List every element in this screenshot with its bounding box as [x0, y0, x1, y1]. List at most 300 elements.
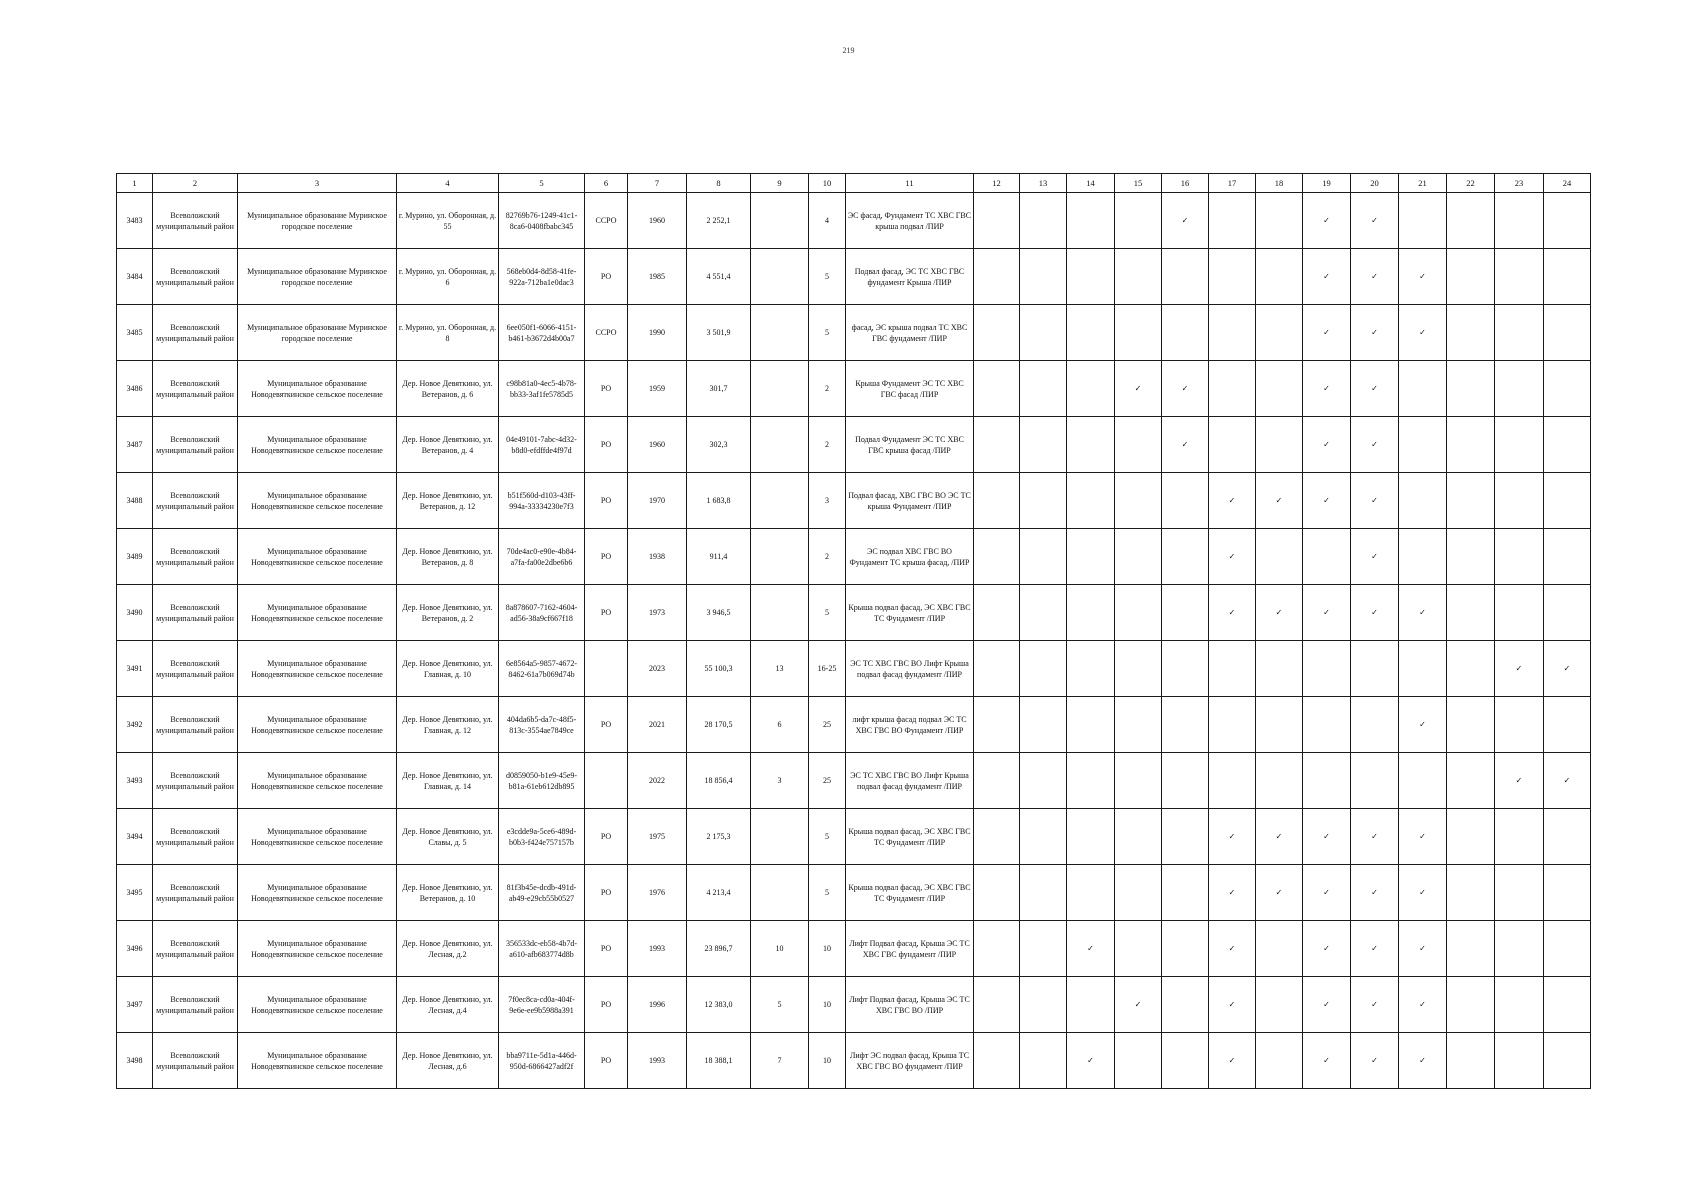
cell-col-3: Муниципальное образование Новодевяткинское сельское поселение — [238, 865, 397, 921]
empty-cell — [1495, 473, 1544, 529]
cell-col-6: РО — [585, 1033, 628, 1089]
empty-cell — [1067, 529, 1115, 585]
cell-col-10: 10 — [809, 1033, 846, 1089]
check-mark-icon: ✓ — [1399, 1033, 1447, 1089]
empty-cell — [1399, 473, 1447, 529]
cell-col-4: Дер. Новое Девяткино, ул. Лесная, д.4 — [397, 977, 499, 1033]
empty-cell — [1162, 809, 1209, 865]
column-header: 13 — [1020, 174, 1067, 193]
empty-cell — [1544, 473, 1591, 529]
empty-cell — [1447, 1033, 1495, 1089]
empty-cell — [1209, 697, 1256, 753]
empty-cell — [1544, 193, 1591, 249]
empty-cell — [1256, 641, 1303, 697]
cell-col-10: 2 — [809, 529, 846, 585]
cell-col-2: Всеволожский муниципальный район — [153, 473, 238, 529]
empty-cell — [1067, 865, 1115, 921]
empty-cell — [1256, 1033, 1303, 1089]
cell-col-6 — [585, 641, 628, 697]
check-mark-icon: ✓ — [1209, 865, 1256, 921]
cell-col-10: 2 — [809, 417, 846, 473]
empty-cell — [974, 753, 1020, 809]
cell-col-4: Дер. Новое Девяткино, ул. Ветеранов, д. 2 — [397, 585, 499, 641]
cell-col-5: 568eb0d4-8d58-41fe-922a-712ba1e0dac3 — [499, 249, 585, 305]
cell-col-1: 3493 — [117, 753, 153, 809]
cell-col-8: 2 252,1 — [687, 193, 751, 249]
empty-cell — [1020, 753, 1067, 809]
table-row — [117, 473, 1591, 529]
check-mark-icon: ✓ — [1351, 921, 1399, 977]
check-mark-icon: ✓ — [1351, 249, 1399, 305]
cell-col-5: 81f3b45e-dcdb-491d-ab49-e29cb55b0527 — [499, 865, 585, 921]
cell-col-8: 911,4 — [687, 529, 751, 585]
cell-col-5: 8a878607-7162-4604-ad56-38a9cf667f18 — [499, 585, 585, 641]
cell-col-1: 3487 — [117, 417, 153, 473]
empty-cell — [1495, 417, 1544, 473]
empty-cell — [1544, 305, 1591, 361]
empty-cell — [974, 417, 1020, 473]
empty-cell — [1067, 809, 1115, 865]
empty-cell — [974, 305, 1020, 361]
cell-col-2: Всеволожский муниципальный район — [153, 417, 238, 473]
empty-cell — [1447, 809, 1495, 865]
table-row — [117, 697, 1591, 753]
column-header: 19 — [1303, 174, 1351, 193]
empty-cell — [1209, 361, 1256, 417]
empty-cell — [1115, 1033, 1162, 1089]
cell-col-9 — [751, 529, 809, 585]
empty-cell — [1447, 921, 1495, 977]
empty-cell — [1544, 529, 1591, 585]
cell-col-6: РО — [585, 697, 628, 753]
cell-col-11: ЭС ТС ХВС ГВС ВО Лифт Крыша подвал фасад фундамент /ПИР — [846, 753, 974, 809]
cell-col-11: Подвал фасад, ХВС ГВС ВО ЭС ТС крыша Фундамент /ПИР — [846, 473, 974, 529]
check-mark-icon: ✓ — [1544, 641, 1591, 697]
check-mark-icon: ✓ — [1351, 809, 1399, 865]
empty-cell — [1115, 193, 1162, 249]
cell-col-2: Всеволожский муниципальный район — [153, 641, 238, 697]
cell-col-1: 3496 — [117, 921, 153, 977]
cell-col-10: 5 — [809, 305, 846, 361]
cell-col-2: Всеволожский муниципальный район — [153, 697, 238, 753]
check-mark-icon: ✓ — [1303, 417, 1351, 473]
cell-col-4: Дер. Новое Девяткино, ул. Ветеранов, д. 6 — [397, 361, 499, 417]
cell-col-11: Подвал фасад, ЭС ТС ХВС ГВС фундамент Крыша /ПИР — [846, 249, 974, 305]
cell-col-2: Всеволожский муниципальный район — [153, 361, 238, 417]
check-mark-icon: ✓ — [1115, 361, 1162, 417]
cell-col-6: РО — [585, 361, 628, 417]
cell-col-1: 3486 — [117, 361, 153, 417]
empty-cell — [1447, 585, 1495, 641]
column-header: 2 — [153, 174, 238, 193]
empty-cell — [1162, 305, 1209, 361]
empty-cell — [1209, 305, 1256, 361]
check-mark-icon: ✓ — [1351, 585, 1399, 641]
empty-cell — [1115, 585, 1162, 641]
empty-cell — [1447, 977, 1495, 1033]
column-header: 14 — [1067, 174, 1115, 193]
cell-col-7: 2023 — [628, 641, 687, 697]
empty-cell — [974, 473, 1020, 529]
empty-cell — [1447, 361, 1495, 417]
cell-col-3: Муниципальное образование Новодевяткинское сельское поселение — [238, 641, 397, 697]
cell-col-11: Крыша подвал фасад, ЭС ХВС ГВС ТС Фундамент /ПИР — [846, 585, 974, 641]
cell-col-8: 18 856,4 — [687, 753, 751, 809]
empty-cell — [1495, 977, 1544, 1033]
check-mark-icon: ✓ — [1351, 305, 1399, 361]
cell-col-10: 10 — [809, 977, 846, 1033]
check-mark-icon: ✓ — [1256, 585, 1303, 641]
empty-cell — [1162, 529, 1209, 585]
cell-col-1: 3497 — [117, 977, 153, 1033]
empty-cell — [1020, 361, 1067, 417]
empty-cell — [1544, 865, 1591, 921]
empty-cell — [1067, 753, 1115, 809]
check-mark-icon: ✓ — [1399, 305, 1447, 361]
check-mark-icon: ✓ — [1256, 865, 1303, 921]
check-mark-icon: ✓ — [1209, 809, 1256, 865]
cell-col-4: Дер. Новое Девяткино, ул. Славы, д. 5 — [397, 809, 499, 865]
cell-col-4: Дер. Новое Девяткино, ул. Ветеранов, д. 10 — [397, 865, 499, 921]
empty-cell — [1020, 193, 1067, 249]
empty-cell — [1495, 809, 1544, 865]
table-row — [117, 529, 1591, 585]
empty-cell — [1020, 417, 1067, 473]
cell-col-5: e3cdde9a-5ce6-489d-b0b3-f424e757157b — [499, 809, 585, 865]
empty-cell — [1067, 193, 1115, 249]
empty-cell — [974, 585, 1020, 641]
cell-col-10: 4 — [809, 193, 846, 249]
empty-cell — [1020, 921, 1067, 977]
cell-col-7: 1990 — [628, 305, 687, 361]
cell-col-6: ССРО — [585, 305, 628, 361]
cell-col-9: 5 — [751, 977, 809, 1033]
cell-col-4: Дер. Новое Девяткино, ул. Лесная, д.6 — [397, 1033, 499, 1089]
check-mark-icon: ✓ — [1399, 809, 1447, 865]
cell-col-1: 3490 — [117, 585, 153, 641]
empty-cell — [1303, 753, 1351, 809]
cell-col-4: г. Мурино, ул. Оборонная, д. 8 — [397, 305, 499, 361]
empty-cell — [1256, 697, 1303, 753]
column-header: 4 — [397, 174, 499, 193]
empty-cell — [1162, 977, 1209, 1033]
cell-col-5: d0859050-b1e9-45e9-b81a-61eb612db895 — [499, 753, 585, 809]
cell-col-1: 3498 — [117, 1033, 153, 1089]
empty-cell — [974, 249, 1020, 305]
cell-col-7: 1985 — [628, 249, 687, 305]
cell-col-8: 1 683,8 — [687, 473, 751, 529]
cell-col-6: РО — [585, 529, 628, 585]
table-row — [117, 305, 1591, 361]
empty-cell — [1115, 417, 1162, 473]
check-mark-icon: ✓ — [1209, 977, 1256, 1033]
cell-col-10: 10 — [809, 921, 846, 977]
column-header: 10 — [809, 174, 846, 193]
cell-col-10: 3 — [809, 473, 846, 529]
empty-cell — [1447, 865, 1495, 921]
empty-cell — [1162, 865, 1209, 921]
check-mark-icon: ✓ — [1303, 249, 1351, 305]
check-mark-icon: ✓ — [1351, 977, 1399, 1033]
check-mark-icon: ✓ — [1351, 529, 1399, 585]
cell-col-8: 4 551,4 — [687, 249, 751, 305]
cell-col-7: 1960 — [628, 417, 687, 473]
cell-col-5: c98b81a0-4ec5-4b78-bb33-3af1fe5785d5 — [499, 361, 585, 417]
page-number: 219 — [842, 46, 855, 55]
cell-col-7: 1959 — [628, 361, 687, 417]
cell-col-2: Всеволожский муниципальный район — [153, 1033, 238, 1089]
cell-col-3: Муниципальное образование Новодевяткинское сельское поселение — [238, 977, 397, 1033]
cell-col-4: Дер. Новое Девяткино, ул. Главная, д. 14 — [397, 753, 499, 809]
cell-col-9: 13 — [751, 641, 809, 697]
cell-col-3: Муниципальное образование Новодевяткинское сельское поселение — [238, 753, 397, 809]
column-header: 8 — [687, 174, 751, 193]
cell-col-11: фасад, ЭС крыша подвал ТС ХВС ГВС фундамент /ПИР — [846, 305, 974, 361]
check-mark-icon: ✓ — [1303, 809, 1351, 865]
empty-cell — [1447, 417, 1495, 473]
cell-col-6: ССРО — [585, 193, 628, 249]
cell-col-11: Крыша подвал фасад, ЭС ХВС ГВС ТС Фундамент /ПИР — [846, 865, 974, 921]
cell-col-2: Всеволожский муниципальный район — [153, 809, 238, 865]
cell-col-7: 1993 — [628, 1033, 687, 1089]
cell-col-8: 4 213,4 — [687, 865, 751, 921]
cell-col-1: 3483 — [117, 193, 153, 249]
empty-cell — [1115, 641, 1162, 697]
check-mark-icon: ✓ — [1303, 865, 1351, 921]
empty-cell — [1115, 305, 1162, 361]
column-header: 12 — [974, 174, 1020, 193]
empty-cell — [1351, 641, 1399, 697]
cell-col-2: Всеволожский муниципальный район — [153, 193, 238, 249]
check-mark-icon: ✓ — [1209, 473, 1256, 529]
cell-col-9 — [751, 249, 809, 305]
cell-col-3: Муниципальное образование Новодевяткинское сельское поселение — [238, 697, 397, 753]
cell-col-7: 1938 — [628, 529, 687, 585]
cell-col-5: 70de4ac0-e90e-4b84-a7fa-fa00e2dbe6b6 — [499, 529, 585, 585]
cell-col-5: 6ee050f1-6066-4151-b461-b3672d4b00a7 — [499, 305, 585, 361]
cell-col-8: 3 501,9 — [687, 305, 751, 361]
empty-cell — [1020, 529, 1067, 585]
cell-col-8: 12 383,0 — [687, 977, 751, 1033]
table-row — [117, 921, 1591, 977]
empty-cell — [1256, 249, 1303, 305]
cell-col-10: 5 — [809, 249, 846, 305]
cell-col-5: 82769b76-1249-41c1-8ca6-0408fbabc345 — [499, 193, 585, 249]
check-mark-icon: ✓ — [1399, 249, 1447, 305]
cell-col-2: Всеволожский муниципальный район — [153, 921, 238, 977]
empty-cell — [1544, 361, 1591, 417]
empty-cell — [1162, 1033, 1209, 1089]
check-mark-icon: ✓ — [1303, 361, 1351, 417]
empty-cell — [1303, 697, 1351, 753]
cell-col-3: Муниципальное образование Новодевяткинское сельское поселение — [238, 921, 397, 977]
cell-col-1: 3485 — [117, 305, 153, 361]
check-mark-icon: ✓ — [1162, 193, 1209, 249]
empty-cell — [1399, 417, 1447, 473]
check-mark-icon: ✓ — [1067, 921, 1115, 977]
empty-cell — [1447, 529, 1495, 585]
cell-col-7: 1976 — [628, 865, 687, 921]
table-row — [117, 865, 1591, 921]
empty-cell — [1162, 641, 1209, 697]
cell-col-4: Дер. Новое Девяткино, ул. Ветеранов, д. 12 — [397, 473, 499, 529]
empty-cell — [1115, 809, 1162, 865]
empty-cell — [1162, 585, 1209, 641]
empty-cell — [1256, 361, 1303, 417]
check-mark-icon: ✓ — [1209, 1033, 1256, 1089]
empty-cell — [1020, 697, 1067, 753]
check-mark-icon: ✓ — [1303, 305, 1351, 361]
empty-cell — [1020, 473, 1067, 529]
table-row — [117, 977, 1591, 1033]
cell-col-4: г. Мурино, ул. Оборонная, д. 6 — [397, 249, 499, 305]
cell-col-11: Лифт Подвал фасад, Крыша ЭС ТС ХВС ГВС фундамент /ПИР — [846, 921, 974, 977]
empty-cell — [1020, 977, 1067, 1033]
cell-col-7: 1993 — [628, 921, 687, 977]
empty-cell — [1447, 473, 1495, 529]
cell-col-5: bba9711e-5d1a-446d-950d-6866427adf2f — [499, 1033, 585, 1089]
empty-cell — [974, 697, 1020, 753]
empty-cell — [1399, 641, 1447, 697]
column-header: 18 — [1256, 174, 1303, 193]
cell-col-4: Дер. Новое Девяткино, ул. Ветеранов, д. 4 — [397, 417, 499, 473]
cell-col-1: 3488 — [117, 473, 153, 529]
empty-cell — [1399, 529, 1447, 585]
cell-col-7: 1975 — [628, 809, 687, 865]
empty-cell — [1495, 361, 1544, 417]
column-header: 6 — [585, 174, 628, 193]
empty-cell — [1495, 305, 1544, 361]
empty-cell — [1115, 921, 1162, 977]
empty-cell — [1351, 697, 1399, 753]
cell-col-1: 3491 — [117, 641, 153, 697]
cell-col-7: 2022 — [628, 753, 687, 809]
empty-cell — [1447, 641, 1495, 697]
cell-col-11: ЭС ТС ХВС ГВС ВО Лифт Крыша подвал фасад фундамент /ПИР — [846, 641, 974, 697]
cell-col-10: 2 — [809, 361, 846, 417]
column-header: 17 — [1209, 174, 1256, 193]
check-mark-icon: ✓ — [1399, 865, 1447, 921]
empty-cell — [1162, 697, 1209, 753]
empty-cell — [1020, 249, 1067, 305]
empty-cell — [1495, 865, 1544, 921]
table-row — [117, 249, 1591, 305]
empty-cell — [974, 529, 1020, 585]
column-header: 24 — [1544, 174, 1591, 193]
table-row — [117, 361, 1591, 417]
empty-cell — [1544, 417, 1591, 473]
empty-cell — [1495, 585, 1544, 641]
empty-cell — [1495, 1033, 1544, 1089]
cell-col-11: Лифт ЭС подвал фасад, Крыша ТС ХВС ГВС ВО фундамент /ПИР — [846, 1033, 974, 1089]
cell-col-1: 3495 — [117, 865, 153, 921]
cell-col-9 — [751, 585, 809, 641]
empty-cell — [1020, 641, 1067, 697]
table-row — [117, 585, 1591, 641]
column-header: 21 — [1399, 174, 1447, 193]
cell-col-2: Всеволожский муниципальный район — [153, 305, 238, 361]
empty-cell — [1495, 193, 1544, 249]
check-mark-icon: ✓ — [1399, 585, 1447, 641]
empty-cell — [1303, 529, 1351, 585]
empty-cell — [1303, 641, 1351, 697]
check-mark-icon: ✓ — [1495, 641, 1544, 697]
empty-cell — [1020, 585, 1067, 641]
cell-col-11: ЭС фасад, Фундамент ТС ХВС ГВС крыша подвал /ПИР — [846, 193, 974, 249]
column-header: 15 — [1115, 174, 1162, 193]
empty-cell — [1209, 641, 1256, 697]
check-mark-icon: ✓ — [1303, 473, 1351, 529]
check-mark-icon: ✓ — [1209, 529, 1256, 585]
empty-cell — [1162, 249, 1209, 305]
cell-col-10: 16-25 — [809, 641, 846, 697]
cell-col-10: 5 — [809, 585, 846, 641]
check-mark-icon: ✓ — [1495, 753, 1544, 809]
empty-cell — [1115, 865, 1162, 921]
empty-cell — [1256, 305, 1303, 361]
empty-cell — [1399, 361, 1447, 417]
empty-cell — [1544, 921, 1591, 977]
cell-col-7: 2021 — [628, 697, 687, 753]
cell-col-8: 18 388,1 — [687, 1033, 751, 1089]
empty-cell — [1115, 697, 1162, 753]
check-mark-icon: ✓ — [1399, 977, 1447, 1033]
check-mark-icon: ✓ — [1303, 585, 1351, 641]
empty-cell — [1447, 753, 1495, 809]
empty-cell — [1209, 249, 1256, 305]
empty-cell — [974, 921, 1020, 977]
empty-cell — [974, 193, 1020, 249]
cell-col-10: 25 — [809, 697, 846, 753]
empty-cell — [974, 641, 1020, 697]
check-mark-icon: ✓ — [1351, 361, 1399, 417]
cell-col-6: РО — [585, 249, 628, 305]
cell-col-8: 2 175,3 — [687, 809, 751, 865]
empty-cell — [1351, 753, 1399, 809]
empty-cell — [974, 361, 1020, 417]
check-mark-icon: ✓ — [1399, 921, 1447, 977]
cell-col-3: Муниципальное образование Муринское городское поселение — [238, 305, 397, 361]
check-mark-icon: ✓ — [1115, 977, 1162, 1033]
column-header: 16 — [1162, 174, 1209, 193]
cell-col-8: 23 896,7 — [687, 921, 751, 977]
cell-col-9 — [751, 809, 809, 865]
empty-cell — [974, 865, 1020, 921]
check-mark-icon: ✓ — [1303, 921, 1351, 977]
cell-col-10: 5 — [809, 865, 846, 921]
cell-col-2: Всеволожский муниципальный район — [153, 977, 238, 1033]
empty-cell — [1209, 753, 1256, 809]
column-header: 5 — [499, 174, 585, 193]
cell-col-5: b51f560d-d103-43ff-994a-33334230e7f3 — [499, 473, 585, 529]
cell-col-3: Муниципальное образование Новодевяткинское сельское поселение — [238, 361, 397, 417]
cell-col-6: РО — [585, 417, 628, 473]
cell-col-8: 301,7 — [687, 361, 751, 417]
cell-col-4: Дер. Новое Девяткино, ул. Главная, д. 12 — [397, 697, 499, 753]
empty-cell — [1067, 473, 1115, 529]
table-row — [117, 809, 1591, 865]
cell-col-11: Подвал Фундамент ЭС ТС ХВС ГВС крыша фасад /ПИР — [846, 417, 974, 473]
cell-col-8: 302,3 — [687, 417, 751, 473]
cell-col-11: Крыша Фундамент ЭС ТС ХВС ГВС фасад /ПИР — [846, 361, 974, 417]
empty-cell — [1115, 753, 1162, 809]
cell-col-5: 404da6b5-da7c-48f5-813c-3554ae7849ce — [499, 697, 585, 753]
empty-cell — [1162, 473, 1209, 529]
table-row — [117, 753, 1591, 809]
check-mark-icon: ✓ — [1399, 697, 1447, 753]
header-row — [117, 174, 1591, 193]
empty-cell — [1256, 529, 1303, 585]
